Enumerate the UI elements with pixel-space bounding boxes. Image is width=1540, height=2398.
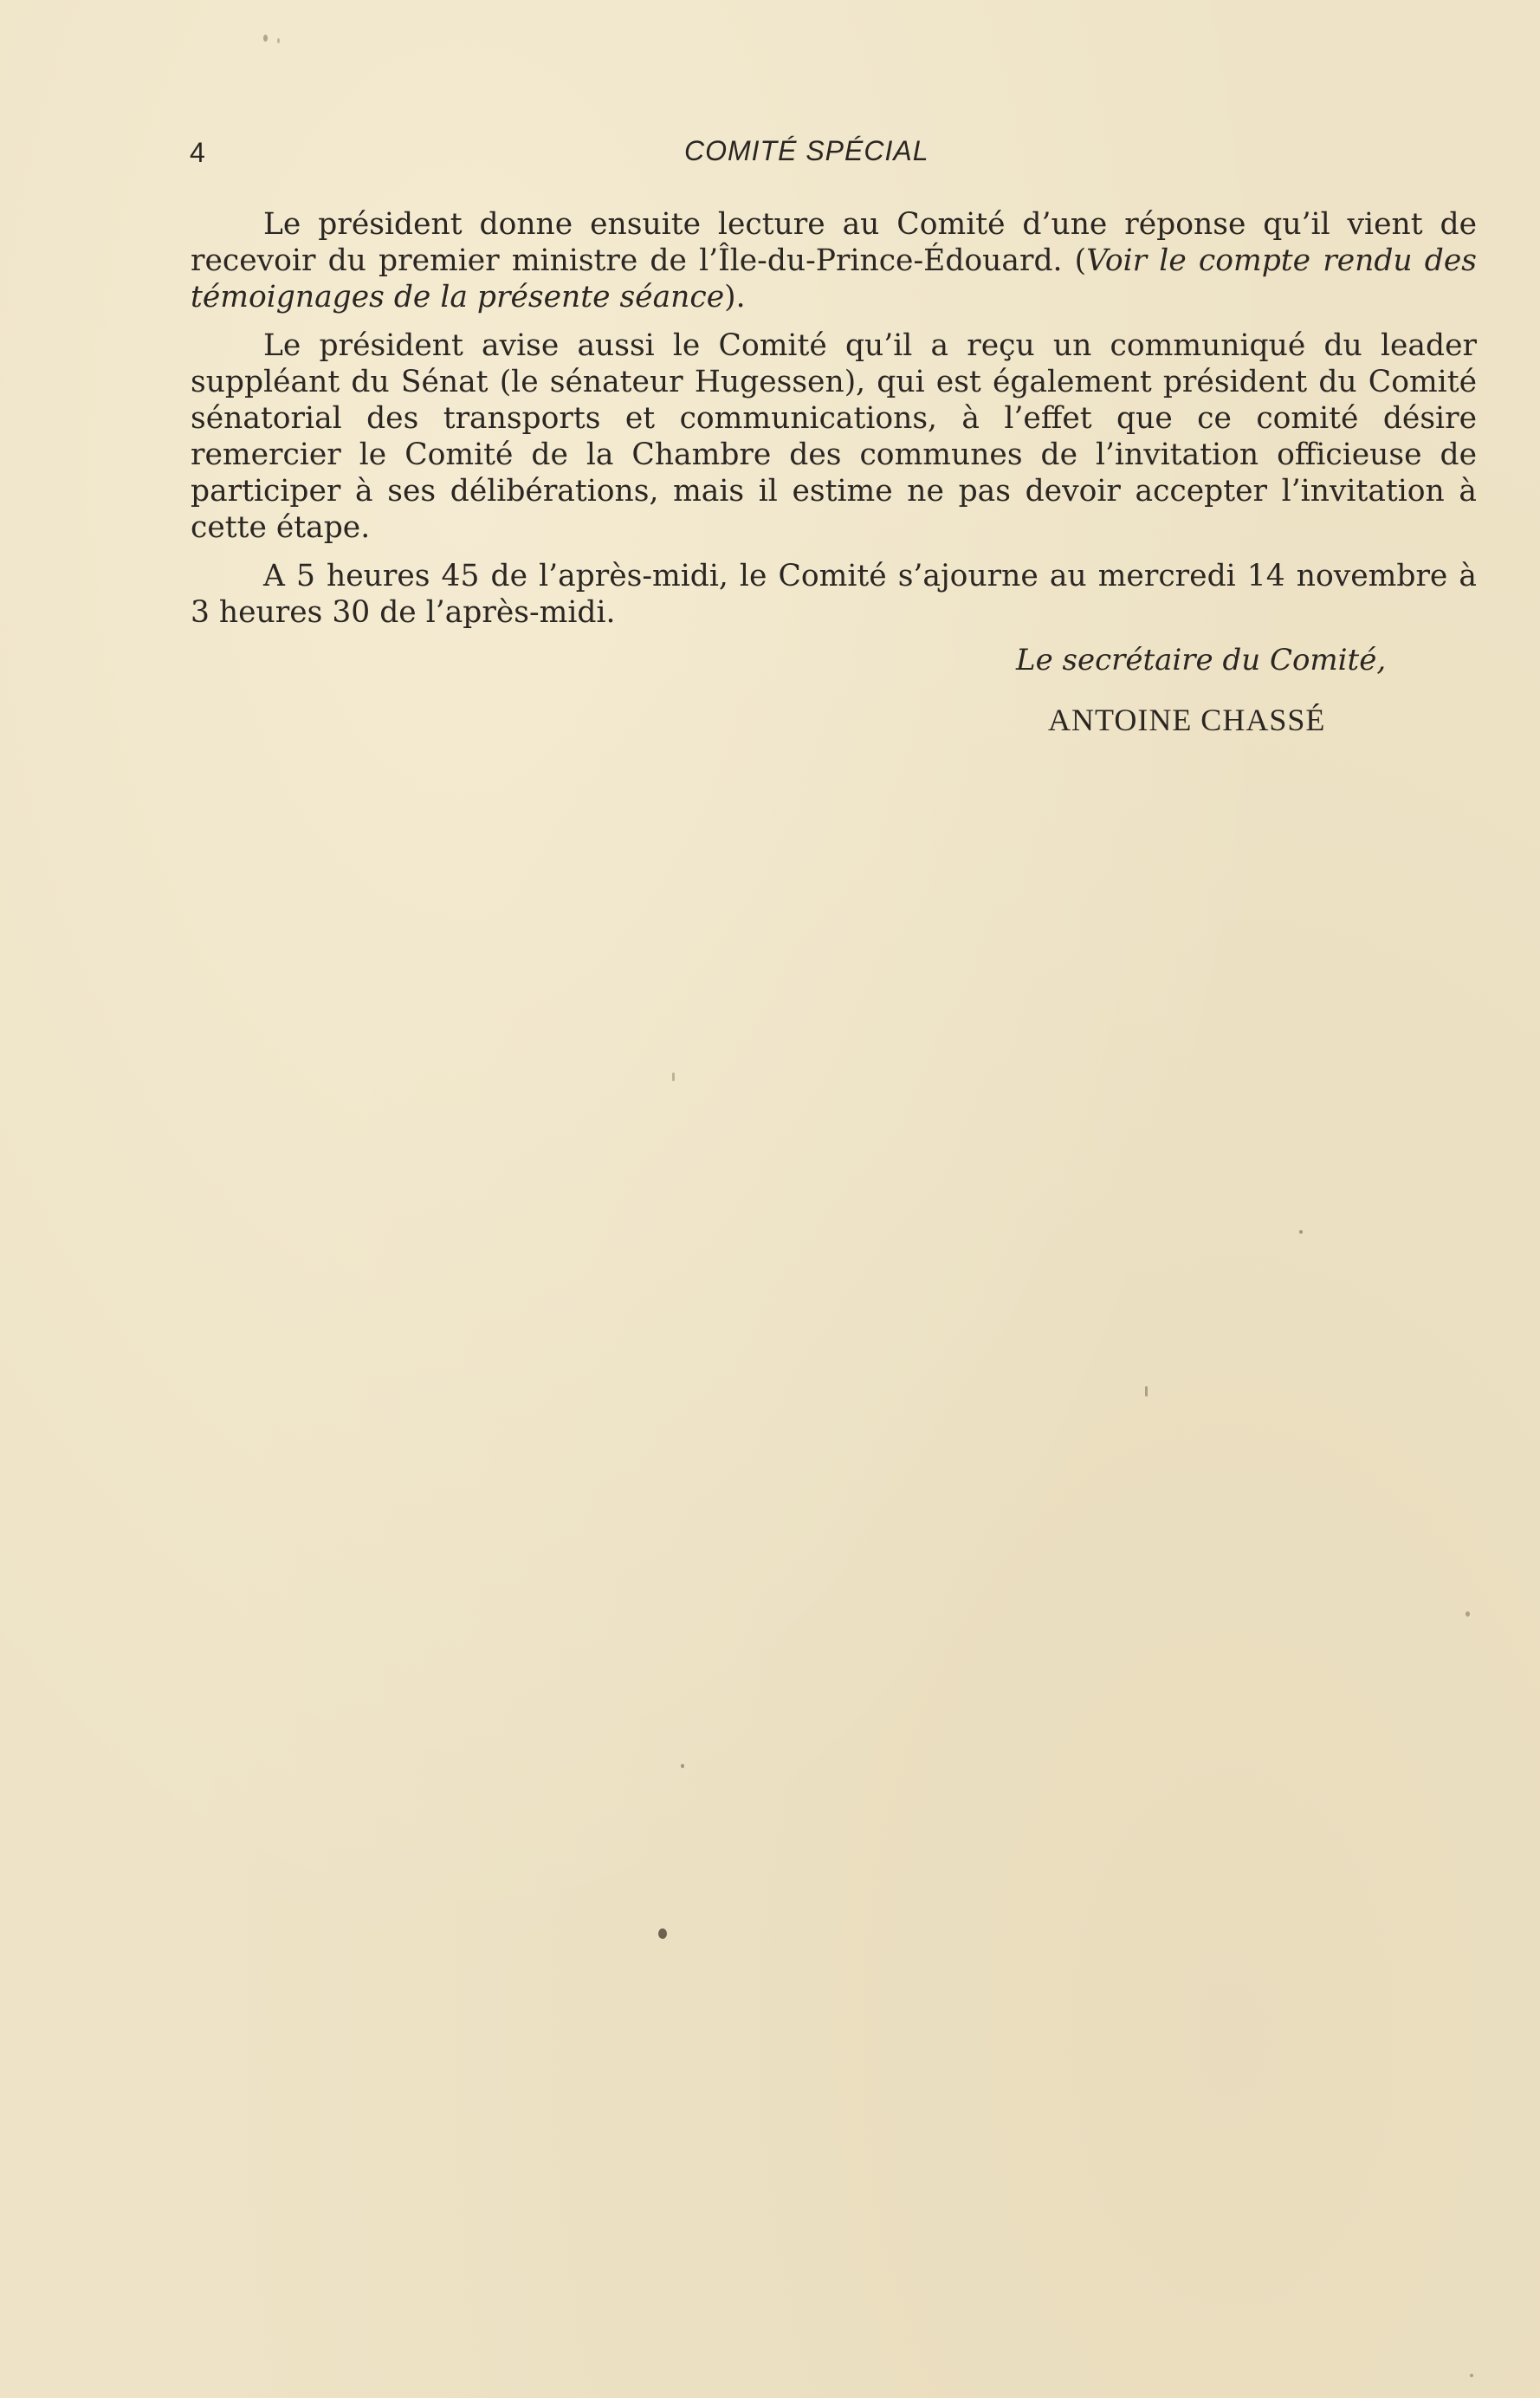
paper-speck bbox=[1470, 2374, 1473, 2377]
signature-name: ANTOINE CHASSÉ bbox=[1048, 703, 1326, 737]
body-text bbox=[191, 206, 1477, 643]
paragraph: A 5 heures 45 de l’après-midi, le Comité s’ajourne au mercredi 14 novembre à 3 heures 30 de l’après-midi. bbox=[191, 559, 1477, 630]
paper-speck bbox=[672, 1073, 675, 1081]
paper-speck bbox=[658, 1928, 667, 1939]
italic-reference: Voir le compte rendu des témoignages de la présente séance bbox=[191, 243, 1477, 314]
running-title: COMITÉ SPÉCIAL bbox=[684, 135, 929, 166]
paper-speck bbox=[1299, 1230, 1303, 1234]
paper-speck bbox=[263, 35, 268, 42]
paper-speck bbox=[1466, 1611, 1470, 1617]
paragraph-text: Le président donne ensuite lecture au Comité d’une réponse qu’il vient de recevoir du premier ministre de l’Île-du-Prince-Édouard. ( bbox=[191, 207, 1477, 278]
page-header bbox=[0, 132, 1540, 175]
paper-speck bbox=[681, 1764, 684, 1768]
paper-speck bbox=[1145, 1386, 1148, 1397]
paragraph: Le président avise aussi le Comité qu’il a reçu un communiqué du leader suppléant du Sénat (le sénateur Hugessen), qui est également président du Comité sénatorial des transports et communications, à l’effet que ce comité désire remercier le Comité de la Chambre des communes de l’invitation officieuse de participer à ses délibérations, mais il estime ne pas devoir accepter l’invitation à cette étape. bbox=[191, 328, 1477, 545]
paragraph bbox=[191, 206, 1477, 315]
paper-speck bbox=[277, 38, 280, 43]
signature-role: Le secrétaire du Comité, bbox=[1016, 643, 1387, 677]
page-number: 4 bbox=[190, 137, 205, 168]
paragraph-text: ). bbox=[724, 280, 746, 314]
